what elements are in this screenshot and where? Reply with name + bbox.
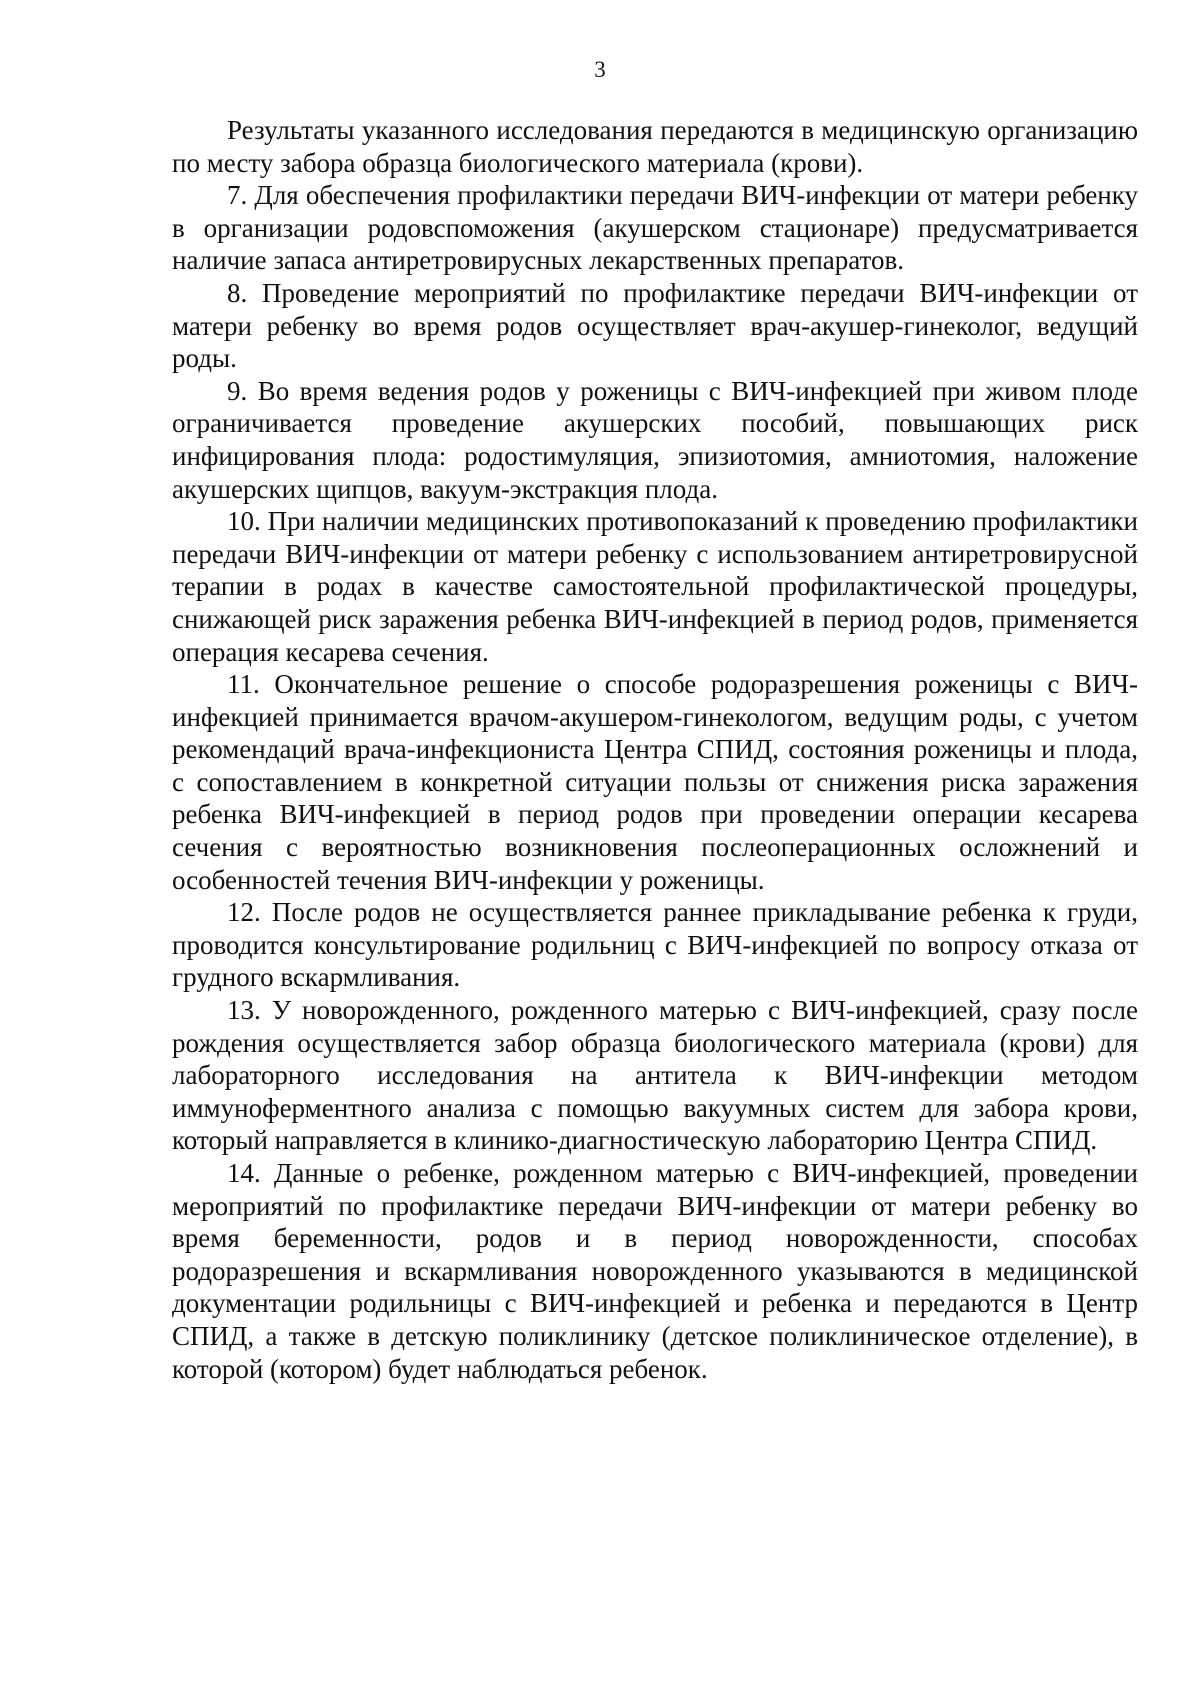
paragraph-item-9: 9. Во время ведения родов у роженицы с ВИЧ-инфекцией при живом плоде ограничивается проведение акушерских пособий, повышающих риск инфицирования плода: родостимуляция, эпизиотомия, амниотомия, наложение акушерских щипцов, вакуум-экстракция плода. xyxy=(172,375,1138,504)
paragraph-item-11: 11. Окончательное решение о способе родоразрешения роженицы с ВИЧ-инфекцией принимается врачом-акушером-гинекологом, ведущим роды, с учетом рекомендаций врача-инфекциониста Центра СПИД, состояния роженицы и плода, с сопоставлением в конкретной ситуации пользы от снижения риска заражения ребенка ВИЧ-инфекцией в период родов при проведении операции кесарева сечения с вероятностью возникновения послеоперационных осложнений и особенностей течения ВИЧ-инфекции у роженицы. xyxy=(172,669,1138,895)
paragraph-item-12: 12. После родов не осуществляется раннее прикладывание ребенка к груди, проводится консультирование родильниц с ВИЧ-инфекцией по вопросу отказа от грудного вскармливания. xyxy=(172,897,1138,993)
paragraph-item-13: 13. У новорожденного, рожденного матерью с ВИЧ-инфекцией, сразу после рождения осуществляется забор образца биологического материала (крови) для лабораторного исследования на антитела к ВИЧ-инфекции методом иммуноферментного анализа с помощью вакуумных систем для забора крови, который направляется в клинико-диагностическую лабораторию Центра СПИД. xyxy=(172,995,1138,1156)
paragraph-item-8: 8. Проведение мероприятий по профилактике передачи ВИЧ-инфекции от матери ребенку во время родов осуществляет врач-акушер-гинеколог, ведущий роды. xyxy=(172,277,1138,374)
paragraph-results-transfer: Результаты указанного исследования передаются в медицинскую организацию по месту забора образца биологического материала (крови). xyxy=(172,115,1138,178)
paragraph-item-7: 7. Для обеспечения профилактики передачи ВИЧ-инфекции от матери ребенку в организации родовспоможения (акушерском стационаре) предусматривается наличие запаса антиретровирусных лекарственных препаратов. xyxy=(172,180,1138,276)
paragraph-item-14: 14. Данные о ребенке, рожденном матерью с ВИЧ-инфекцией, проведении мероприятий по профилактике передачи ВИЧ-инфекции от матери ребенку во время беременности, родов и в период новорожденности, способах родоразрешения и вскармливания новорожденного указываются в медицинской документации родильницы с ВИЧ-инфекцией и ребенка и передаются в Центр СПИД, а также в детскую поликлинику (детское поликлиническое отделение), в которой (котором) будет наблюдаться ребенок. xyxy=(172,1158,1138,1384)
document-body xyxy=(172,114,1138,1385)
page-number: 3 xyxy=(594,57,606,82)
paragraph-item-10: 10. При наличии медицинских противопоказаний к проведению профилактики передачи ВИЧ-инфекции от матери ребенку с использованием антиретровирусной терапии в родах в качестве самостоятельной профилактической процедуры, снижающей риск заражения ребенка ВИЧ-инфекцией в период родов, применяется операция кесарева сечения. xyxy=(172,506,1138,667)
